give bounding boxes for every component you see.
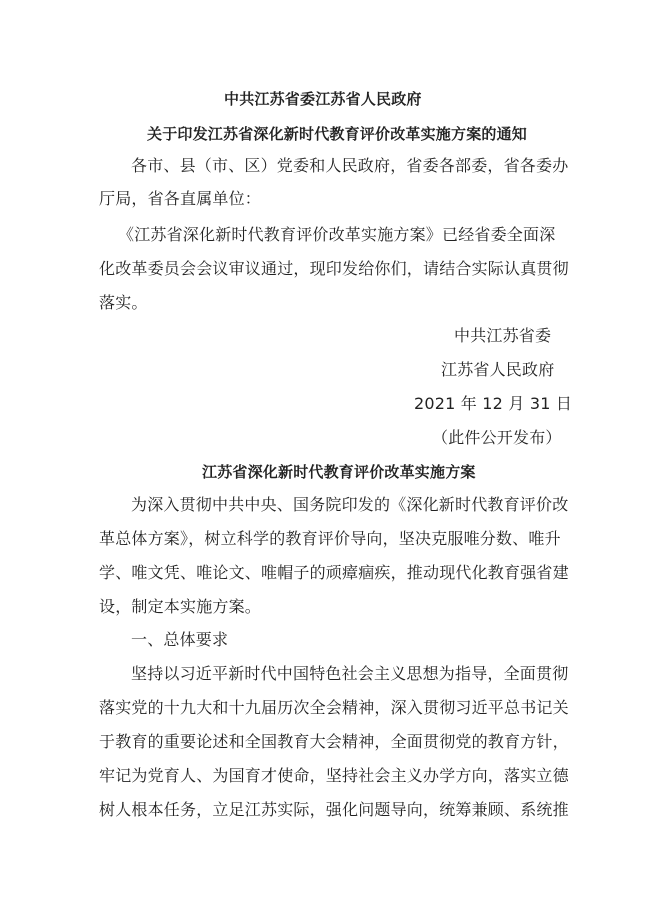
issuer-title: 中共江苏省委江苏省人民政府 [224, 90, 422, 108]
notice-body-line-2: 化改革委员会会议审议通过，现印发给你们，请结合实际认真贯彻 [99, 259, 569, 278]
plan-intro-line-4: 设，制定本实施方案。 [99, 597, 262, 616]
notice-body-line-1: 《江苏省深化新时代教育评价改革实施方案》已经省委全面深 [118, 225, 556, 244]
release-note: （此件公开发布） [432, 428, 562, 447]
plan-intro-line-1: 为深入贯彻中共中央、国务院印发的《深化新时代教育评价改 [131, 495, 569, 514]
notice-title: 关于印发江苏省深化新时代教育评价改革实施方案的通知 [147, 125, 528, 143]
section-1-line-2: 落实党的十九大和十九届历次全会精神，深入贯彻习近平总书记关 [99, 698, 569, 717]
notice-body-line-3: 落实。 [99, 293, 148, 312]
section-1-line-1: 坚持以习近平新时代中国特色社会主义思想为指导，全面贯彻 [131, 664, 569, 683]
issue-date: 2021 年 12 月 31 日 [414, 394, 573, 413]
addressee-line-2: 厅局，省各直属单位： [99, 189, 262, 208]
section-1-line-4: 牢记为党育人、为国育才使命，坚持社会主义办学方向，落实立德 [99, 766, 569, 785]
plan-title: 江苏省深化新时代教育评价改革实施方案 [202, 463, 476, 481]
plan-intro-line-2: 革总体方案》，树立科学的教育评价导向，坚决克服唯分数、唯升 [99, 529, 561, 548]
plan-intro-line-3: 学、唯文凭、唯论文、唯帽子的顽瘴痼疾，推动现代化教育强省建 [99, 563, 569, 582]
addressee-line-1: 各市、县（市、区）党委和人民政府，省委各部委，省各委办 [131, 156, 569, 175]
signatory-provincial-committee: 中共江苏省委 [454, 326, 552, 345]
section-heading-general-requirements: 一、总体要求 [131, 630, 229, 649]
section-1-line-5: 树人根本任务，立足江苏实际，强化问题导向，统筹兼顾、系统推 [99, 800, 569, 819]
signatory-provincial-government: 江苏省人民政府 [441, 360, 555, 379]
section-1-line-3: 于教育的重要论述和全国教育大会精神，全面贯彻党的教育方针， [99, 732, 569, 751]
